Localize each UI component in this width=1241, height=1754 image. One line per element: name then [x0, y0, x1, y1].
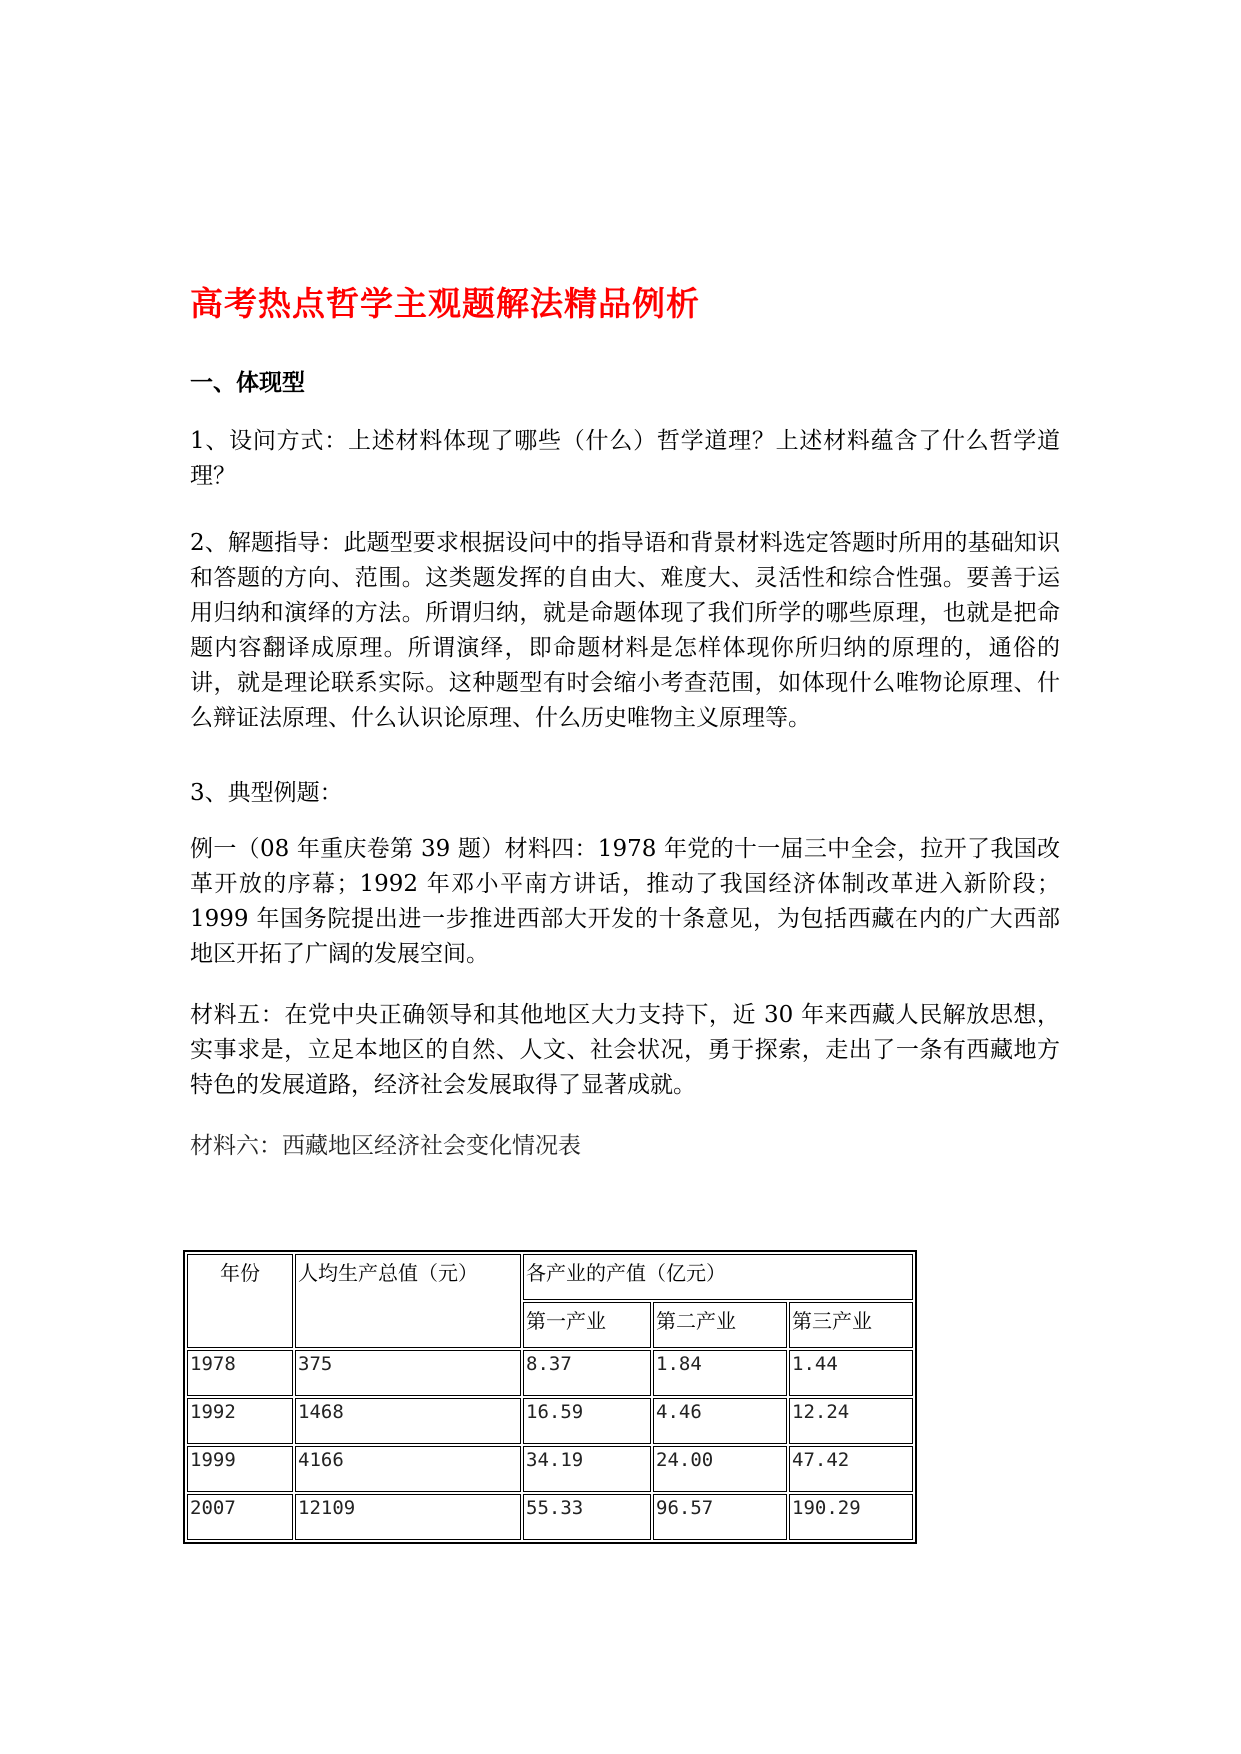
table-row	[187, 1446, 913, 1492]
cell-secondary: 4.46	[653, 1398, 787, 1444]
table-row	[187, 1350, 913, 1396]
cell-tertiary: 12.24	[789, 1398, 913, 1444]
cell-primary: 34.19	[523, 1446, 651, 1492]
paragraph-material-five: 材料五：在党中央正确领导和其他地区大力支持下，近 30 年来西藏人民解放思想，实事求是，立足本地区的自然、人文、社会状况，勇于探索，走出了一条有西藏地方特色的发展道路，经济社会发展取得了显著成就。	[190, 1002, 1060, 1098]
header-year: 年份	[187, 1254, 293, 1348]
header-per-capita: 人均生产总值（元）	[295, 1254, 521, 1348]
header-industry-group: 各产业的产值（亿元）	[523, 1254, 913, 1300]
cell-tertiary: 47.42	[789, 1446, 913, 1492]
cell-per-capita: 12109	[295, 1494, 521, 1540]
cell-secondary: 1.84	[653, 1350, 787, 1396]
cell-primary: 55.33	[523, 1494, 651, 1540]
cell-per-capita: 1468	[295, 1398, 521, 1444]
cell-tertiary: 1.44	[789, 1350, 913, 1396]
paragraph-material-four: 例一（08 年重庆卷第 39 题）材料四：1978 年党的十一届三中全会，拉开了我国改革开放的序幕；1992 年邓小平南方讲话，推动了我国经济体制改革进入新阶段；1999 年国务院提出进一步推进西部大开发的十条意见，为包括西藏在内的广大西部地区开拓了广阔的发展空间。	[190, 836, 1060, 967]
header-tertiary: 第三产业	[789, 1302, 913, 1348]
cell-year: 1999	[187, 1446, 293, 1492]
paragraph-examples-heading: 3、典型例题：	[190, 780, 343, 806]
cell-secondary: 24.00	[653, 1446, 787, 1492]
table-row	[187, 1398, 913, 1444]
cell-tertiary: 190.29	[789, 1494, 913, 1540]
cell-year: 2007	[187, 1494, 293, 1540]
section-heading: 一、体现型	[190, 370, 305, 396]
table-row	[187, 1494, 913, 1540]
cell-primary: 16.59	[523, 1398, 651, 1444]
paragraph-material-six: 材料六：西藏地区经济社会变化情况表	[190, 1133, 581, 1159]
cell-year: 1992	[187, 1398, 293, 1444]
header-primary: 第一产业	[523, 1302, 651, 1348]
page-title: 高考热点哲学主观题解法精品例析	[190, 284, 700, 323]
paragraph-question-format: 1、设问方式：上述材料体现了哪些（什么）哲学道理？上述材料蕴含了什么哲学道理？	[190, 428, 1060, 489]
cell-year: 1978	[187, 1350, 293, 1396]
cell-per-capita: 4166	[295, 1446, 521, 1492]
cell-per-capita: 375	[295, 1350, 521, 1396]
cell-primary: 8.37	[523, 1350, 651, 1396]
table-header-row	[187, 1254, 913, 1300]
economic-table	[183, 1250, 917, 1544]
paragraph-guidance: 2、解题指导：此题型要求根据设问中的指导语和背景材料选定答题时所用的基础知识和答题的方向、范围。这类题发挥的自由大、难度大、灵活性和综合性强。要善于运用归纳和演绎的方法。所谓归纳，就是命题体现了我们所学的哪些原理，也就是把命题内容翻译成原理。所谓演绎，即命题材料是怎样体现你所归纳的原理的，通俗的讲，就是理论联系实际。这种题型有时会缩小考查范围，如体现什么唯物论原理、什么辩证法原理、什么认识论原理、什么历史唯物主义原理等。	[190, 530, 1060, 731]
cell-secondary: 96.57	[653, 1494, 787, 1540]
header-secondary: 第二产业	[653, 1302, 787, 1348]
